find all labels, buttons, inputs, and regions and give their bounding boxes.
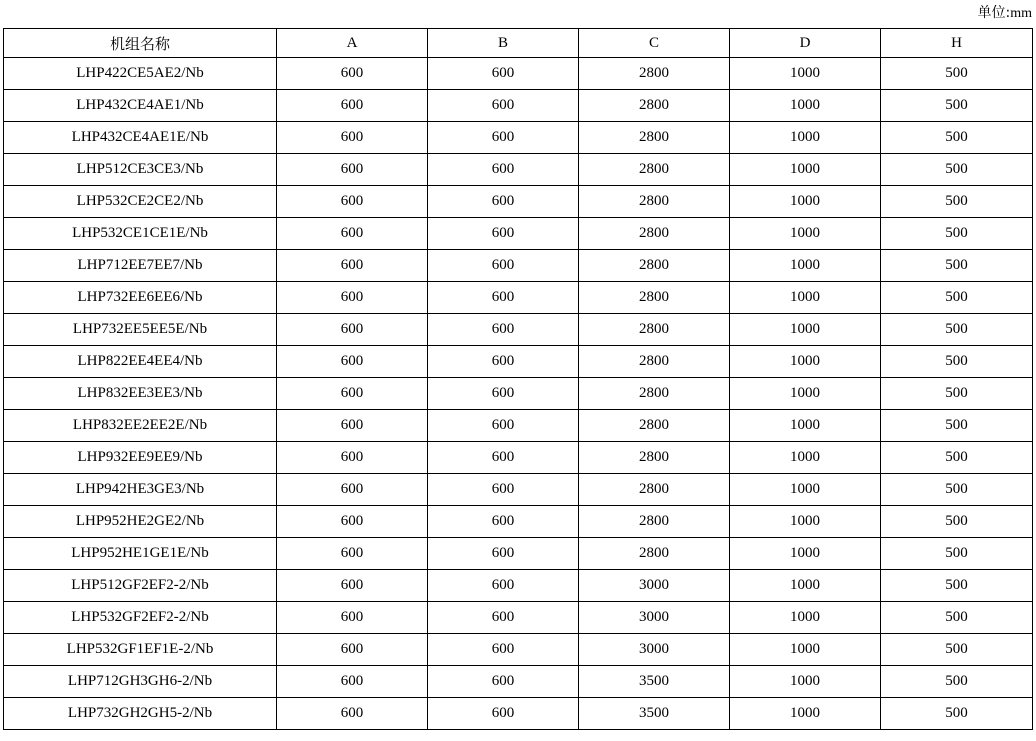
cell-a: 600	[277, 506, 428, 538]
cell-b: 600	[428, 538, 579, 570]
cell-a: 600	[277, 346, 428, 378]
cell-d: 1000	[730, 410, 881, 442]
cell-d: 1000	[730, 282, 881, 314]
cell-h: 500	[881, 186, 1033, 218]
cell-h: 500	[881, 218, 1033, 250]
table-row	[4, 634, 1033, 666]
cell-d: 1000	[730, 378, 881, 410]
cell-d: 1000	[730, 570, 881, 602]
column-header-b: B	[428, 29, 579, 58]
column-header-h: H	[881, 29, 1033, 58]
cell-a: 600	[277, 442, 428, 474]
cell-h: 500	[881, 122, 1033, 154]
cell-d: 1000	[730, 154, 881, 186]
cell-b: 600	[428, 314, 579, 346]
cell-a: 600	[277, 538, 428, 570]
cell-model: LHP942HE3GE3/Nb	[4, 474, 277, 506]
cell-model: LHP532CE1CE1E/Nb	[4, 218, 277, 250]
cell-d: 1000	[730, 442, 881, 474]
table-row	[4, 218, 1033, 250]
cell-model: LHP532GF2EF2-2/Nb	[4, 602, 277, 634]
table-row	[4, 442, 1033, 474]
table-row	[4, 154, 1033, 186]
cell-b: 600	[428, 602, 579, 634]
table-body	[4, 58, 1033, 730]
cell-c: 2800	[579, 250, 730, 282]
cell-model: LHP952HE1GE1E/Nb	[4, 538, 277, 570]
table-row	[4, 698, 1033, 730]
cell-d: 1000	[730, 666, 881, 698]
table-row	[4, 58, 1033, 90]
cell-c: 3000	[579, 634, 730, 666]
table-row	[4, 250, 1033, 282]
cell-h: 500	[881, 698, 1033, 730]
cell-a: 600	[277, 410, 428, 442]
cell-d: 1000	[730, 474, 881, 506]
cell-a: 600	[277, 218, 428, 250]
cell-a: 600	[277, 58, 428, 90]
cell-h: 500	[881, 506, 1033, 538]
cell-b: 600	[428, 186, 579, 218]
table-row	[4, 122, 1033, 154]
table-row	[4, 186, 1033, 218]
cell-c: 2800	[579, 378, 730, 410]
table-row	[4, 346, 1033, 378]
column-header-d: D	[730, 29, 881, 58]
cell-h: 500	[881, 282, 1033, 314]
table-row	[4, 602, 1033, 634]
spec-table-container	[3, 28, 1032, 730]
cell-d: 1000	[730, 58, 881, 90]
cell-model: LHP532CE2CE2/Nb	[4, 186, 277, 218]
cell-model: LHP832EE3EE3/Nb	[4, 378, 277, 410]
cell-c: 2800	[579, 90, 730, 122]
cell-b: 600	[428, 250, 579, 282]
cell-c: 2800	[579, 314, 730, 346]
cell-a: 600	[277, 122, 428, 154]
cell-d: 1000	[730, 90, 881, 122]
cell-model: LHP832EE2EE2E/Nb	[4, 410, 277, 442]
cell-h: 500	[881, 250, 1033, 282]
cell-c: 2800	[579, 282, 730, 314]
cell-model: LHP432CE4AE1/Nb	[4, 90, 277, 122]
cell-a: 600	[277, 90, 428, 122]
cell-b: 600	[428, 282, 579, 314]
cell-d: 1000	[730, 634, 881, 666]
cell-b: 600	[428, 154, 579, 186]
unit-value: mm	[1010, 6, 1032, 21]
cell-h: 500	[881, 346, 1033, 378]
cell-model: LHP732GH2GH5-2/Nb	[4, 698, 277, 730]
cell-c: 3500	[579, 666, 730, 698]
cell-b: 600	[428, 90, 579, 122]
table-row	[4, 90, 1033, 122]
table-header	[4, 29, 1033, 58]
cell-b: 600	[428, 666, 579, 698]
cell-h: 500	[881, 474, 1033, 506]
cell-model: LHP732EE6EE6/Nb	[4, 282, 277, 314]
column-header-model: 机组名称	[4, 29, 277, 58]
cell-a: 600	[277, 314, 428, 346]
table-row	[4, 314, 1033, 346]
cell-b: 600	[428, 218, 579, 250]
cell-c: 2800	[579, 58, 730, 90]
cell-a: 600	[277, 634, 428, 666]
cell-a: 600	[277, 250, 428, 282]
cell-c: 2800	[579, 218, 730, 250]
cell-b: 600	[428, 58, 579, 90]
cell-a: 600	[277, 474, 428, 506]
cell-c: 2800	[579, 506, 730, 538]
cell-d: 1000	[730, 250, 881, 282]
cell-c: 2800	[579, 154, 730, 186]
cell-a: 600	[277, 154, 428, 186]
column-header-c: C	[579, 29, 730, 58]
cell-h: 500	[881, 314, 1033, 346]
cell-c: 2800	[579, 538, 730, 570]
cell-model: LHP512CE3CE3/Nb	[4, 154, 277, 186]
cell-h: 500	[881, 90, 1033, 122]
cell-model: LHP712GH3GH6-2/Nb	[4, 666, 277, 698]
cell-d: 1000	[730, 698, 881, 730]
cell-model: LHP822EE4EE4/Nb	[4, 346, 277, 378]
table-row	[4, 282, 1033, 314]
cell-a: 600	[277, 570, 428, 602]
table-row	[4, 378, 1033, 410]
cell-b: 600	[428, 410, 579, 442]
cell-c: 3000	[579, 602, 730, 634]
cell-d: 1000	[730, 218, 881, 250]
column-header-a: A	[277, 29, 428, 58]
cell-b: 600	[428, 474, 579, 506]
cell-c: 3000	[579, 570, 730, 602]
cell-d: 1000	[730, 122, 881, 154]
table-row	[4, 538, 1033, 570]
cell-model: LHP732EE5EE5E/Nb	[4, 314, 277, 346]
cell-h: 500	[881, 58, 1033, 90]
cell-model: LHP712EE7EE7/Nb	[4, 250, 277, 282]
cell-c: 2800	[579, 410, 730, 442]
cell-model: LHP422CE5AE2/Nb	[4, 58, 277, 90]
table-header-row	[4, 29, 1033, 58]
cell-b: 600	[428, 634, 579, 666]
cell-d: 1000	[730, 538, 881, 570]
cell-b: 600	[428, 442, 579, 474]
cell-model: LHP432CE4AE1E/Nb	[4, 122, 277, 154]
cell-model: LHP512GF2EF2-2/Nb	[4, 570, 277, 602]
cell-b: 600	[428, 570, 579, 602]
cell-b: 600	[428, 346, 579, 378]
cell-model: LHP952HE2GE2/Nb	[4, 506, 277, 538]
cell-d: 1000	[730, 506, 881, 538]
cell-c: 2800	[579, 346, 730, 378]
cell-a: 600	[277, 666, 428, 698]
spec-table	[3, 28, 1033, 730]
cell-d: 1000	[730, 314, 881, 346]
table-row	[4, 506, 1033, 538]
cell-b: 600	[428, 698, 579, 730]
cell-h: 500	[881, 410, 1033, 442]
cell-h: 500	[881, 154, 1033, 186]
cell-b: 600	[428, 506, 579, 538]
table-row	[4, 474, 1033, 506]
cell-a: 600	[277, 698, 428, 730]
cell-model: LHP932EE9EE9/Nb	[4, 442, 277, 474]
cell-a: 600	[277, 378, 428, 410]
cell-c: 3500	[579, 698, 730, 730]
cell-d: 1000	[730, 186, 881, 218]
table-row	[4, 570, 1033, 602]
cell-model: LHP532GF1EF1E-2/Nb	[4, 634, 277, 666]
cell-h: 500	[881, 634, 1033, 666]
table-row	[4, 666, 1033, 698]
cell-h: 500	[881, 378, 1033, 410]
cell-a: 600	[277, 186, 428, 218]
cell-c: 2800	[579, 186, 730, 218]
cell-h: 500	[881, 602, 1033, 634]
unit-label: 单位:	[977, 5, 1011, 21]
cell-b: 600	[428, 378, 579, 410]
cell-h: 500	[881, 570, 1033, 602]
cell-c: 2800	[579, 122, 730, 154]
cell-h: 500	[881, 442, 1033, 474]
cell-h: 500	[881, 666, 1033, 698]
table-row	[4, 410, 1033, 442]
cell-b: 600	[428, 122, 579, 154]
cell-d: 1000	[730, 602, 881, 634]
cell-c: 2800	[579, 474, 730, 506]
cell-a: 600	[277, 602, 428, 634]
cell-a: 600	[277, 282, 428, 314]
unit-note	[978, 0, 1033, 27]
cell-d: 1000	[730, 346, 881, 378]
cell-c: 2800	[579, 442, 730, 474]
cell-h: 500	[881, 538, 1033, 570]
